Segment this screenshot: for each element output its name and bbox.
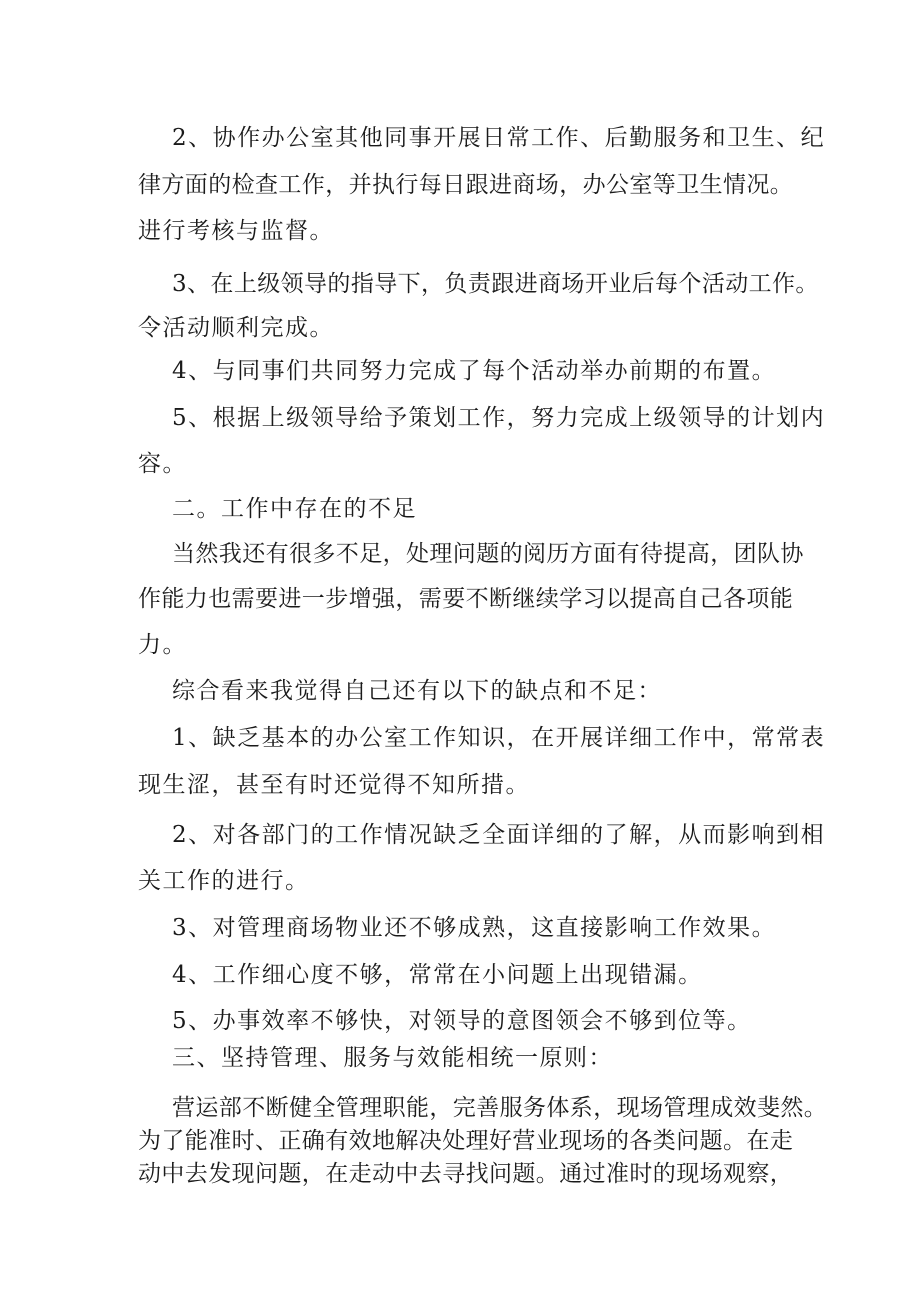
text-line-2: 律方面的检查工作，并执行每日跟进商场，办公室等卫生情况。	[138, 172, 794, 198]
text-line-12: 力。	[138, 632, 187, 658]
text-line-5: 令活动顺利完成。	[138, 315, 334, 341]
text-line-17: 关工作的进行。	[138, 868, 310, 894]
text-line-15: 现生涩，甚至有时还觉得不知所措。	[138, 772, 530, 798]
text-line-16: 2、对各部门的工作情况缺乏全面详细的了解，从而影响到相	[172, 822, 826, 848]
text-line-22: 营运部不断健全管理职能，完善服务体系，现场管理成效斐然。	[172, 1095, 828, 1121]
text-line-18: 3、对管理商场物业还不够成熟，这直接影响工作效果。	[172, 915, 777, 941]
text-line-10: 当然我还有很多不足，处理问题的阅历方面有待提高，团队协	[172, 541, 804, 567]
text-line-4: 3、在上级领导的指导下，负责跟进商场开业后每个活动工作。	[172, 271, 819, 297]
text-line-23: 为了能准时、正确有效地解决处理好营业现场的各类问题。在走	[138, 1128, 794, 1154]
section-heading-2: 二。工作中存在的不足	[172, 496, 417, 522]
text-line-8: 容。	[138, 451, 187, 477]
text-line-11: 作能力也需要进一步增强，需要不断继续学习以提高自己各项能	[138, 586, 794, 612]
text-line-6: 4、与同事们共同努力完成了每个活动举办前期的布置。	[172, 358, 777, 384]
text-line-3: 进行考核与监督。	[138, 218, 334, 244]
text-line-14: 1、缺乏基本的办公室工作知识，在开展详细工作中，常常表	[172, 725, 826, 751]
text-line-13: 综合看来我觉得自己还有以下的缺点和不足：	[172, 678, 662, 704]
section-heading-3: 三、坚持管理、服务与效能相统一原则：	[172, 1045, 613, 1071]
text-line-24: 动中去发现问题，在走动中去寻找问题。通过准时的现场观察，	[138, 1161, 794, 1187]
text-line-19: 4、工作细心度不够，常常在小问题上出现错漏。	[172, 962, 703, 988]
text-line-1: 2、协作办公室其他同事开展日常工作、后勤服务和卫生、纪	[172, 125, 826, 151]
text-line-7: 5、根据上级领导给予策划工作，努力完成上级领导的计划内	[172, 405, 826, 431]
text-line-20: 5、办事效率不够快，对领导的意图领会不够到位等。	[172, 1008, 752, 1034]
